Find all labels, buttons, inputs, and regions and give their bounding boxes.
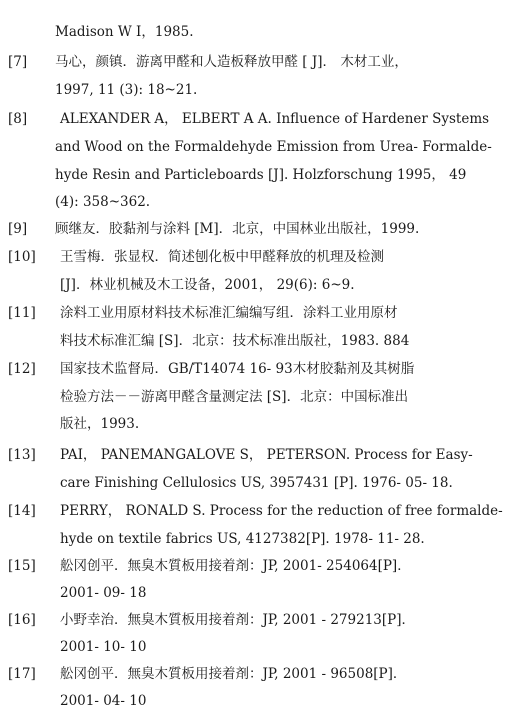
reference-text: 2001- 04- 10 <box>60 693 147 709</box>
reference-number: [15] <box>8 558 36 574</box>
reference-number: [10] <box>8 249 36 265</box>
reference-text: 1997, 11 (3): 18~21. <box>55 82 198 98</box>
reference-number: [12] <box>8 361 36 377</box>
reference-text: 料技术标准汇编 [S]．北京：技术标准出版社，1983. 884 <box>60 333 410 349</box>
reference-text: 舩冈创平．無臭木質板用接着剤：JP, 2001 - 96508[P]． <box>60 666 407 682</box>
reference-text: hyde on textile fabrics US, 4127382[P]. 1978- 11- 28. <box>60 531 425 547</box>
reference-text: and Wood on the Formaldehyde Emission from Urea- Formalde- <box>55 139 492 155</box>
reference-text: (4): 358~362. <box>55 194 151 210</box>
reference-text: 2001- 10- 10 <box>60 639 147 655</box>
reference-number: [11] <box>8 305 36 321</box>
reference-text: 国家技术监督局．GB/T14074 16- 93木材胶黏剂及其树脂 <box>60 361 415 377</box>
reference-text: ALEXANDER A， ELBERT A A. Influence of Hardener Systems <box>60 111 490 127</box>
reference-number: [13] <box>8 447 36 463</box>
reference-number: [14] <box>8 503 36 519</box>
reference-number: [9] <box>8 221 28 237</box>
reference-text: 舩冈创平．無臭木質板用接着剤：JP, 2001- 254064[P]． <box>60 558 411 574</box>
reference-text: hyde Resin and Particleboards [J]. Holzforschung 1995， 49 <box>55 167 467 183</box>
reference-number: [8] <box>8 111 28 127</box>
reference-text: PERRY， RONALD S. Process for the reduction of free formalde- <box>60 503 503 519</box>
reference-text: 版社，1993. <box>60 416 140 432</box>
reference-text: 顾继友．胶黏剂与涂料 [M]．北京，中国林业出版社，1999. <box>55 221 420 237</box>
reference-text: 王雪梅．张显权．简述刨化板中甲醛释放的机理及检测 <box>60 249 384 265</box>
reference-text: 马心，颜镇．游离甲醛和人造板释放甲醛 [ J]． 木材工业， <box>55 54 408 70</box>
reference-text: 涂料工业用原材料技术标准汇编编写组．涂料工业用原材 <box>60 305 398 321</box>
reference-text: 2001- 09- 18 <box>60 585 147 601</box>
reference-text: care Finishing Cellulosics US, 3957431 [P]. 1976- 05- 18. <box>60 475 453 491</box>
reference-text: Madison W I，1985. <box>55 24 194 40</box>
reference-number: [17] <box>8 666 36 682</box>
reference-number: [16] <box>8 612 36 628</box>
reference-number: [7] <box>8 54 28 70</box>
reference-text: [J]．林业机械及木工设备，2001， 29(6): 6~9. <box>60 277 355 293</box>
reference-text: 检验方法－－游离甲醛含量测定法 [S]．北京：中国标准出 <box>60 389 409 405</box>
reference-text: 小野幸治．無臭木質板用接着剤：JP, 2001 - 279213[P]． <box>60 612 415 628</box>
reference-text: PAI， PANEMANGALOVE S， PETERSON. Process for Easy- <box>60 447 473 463</box>
